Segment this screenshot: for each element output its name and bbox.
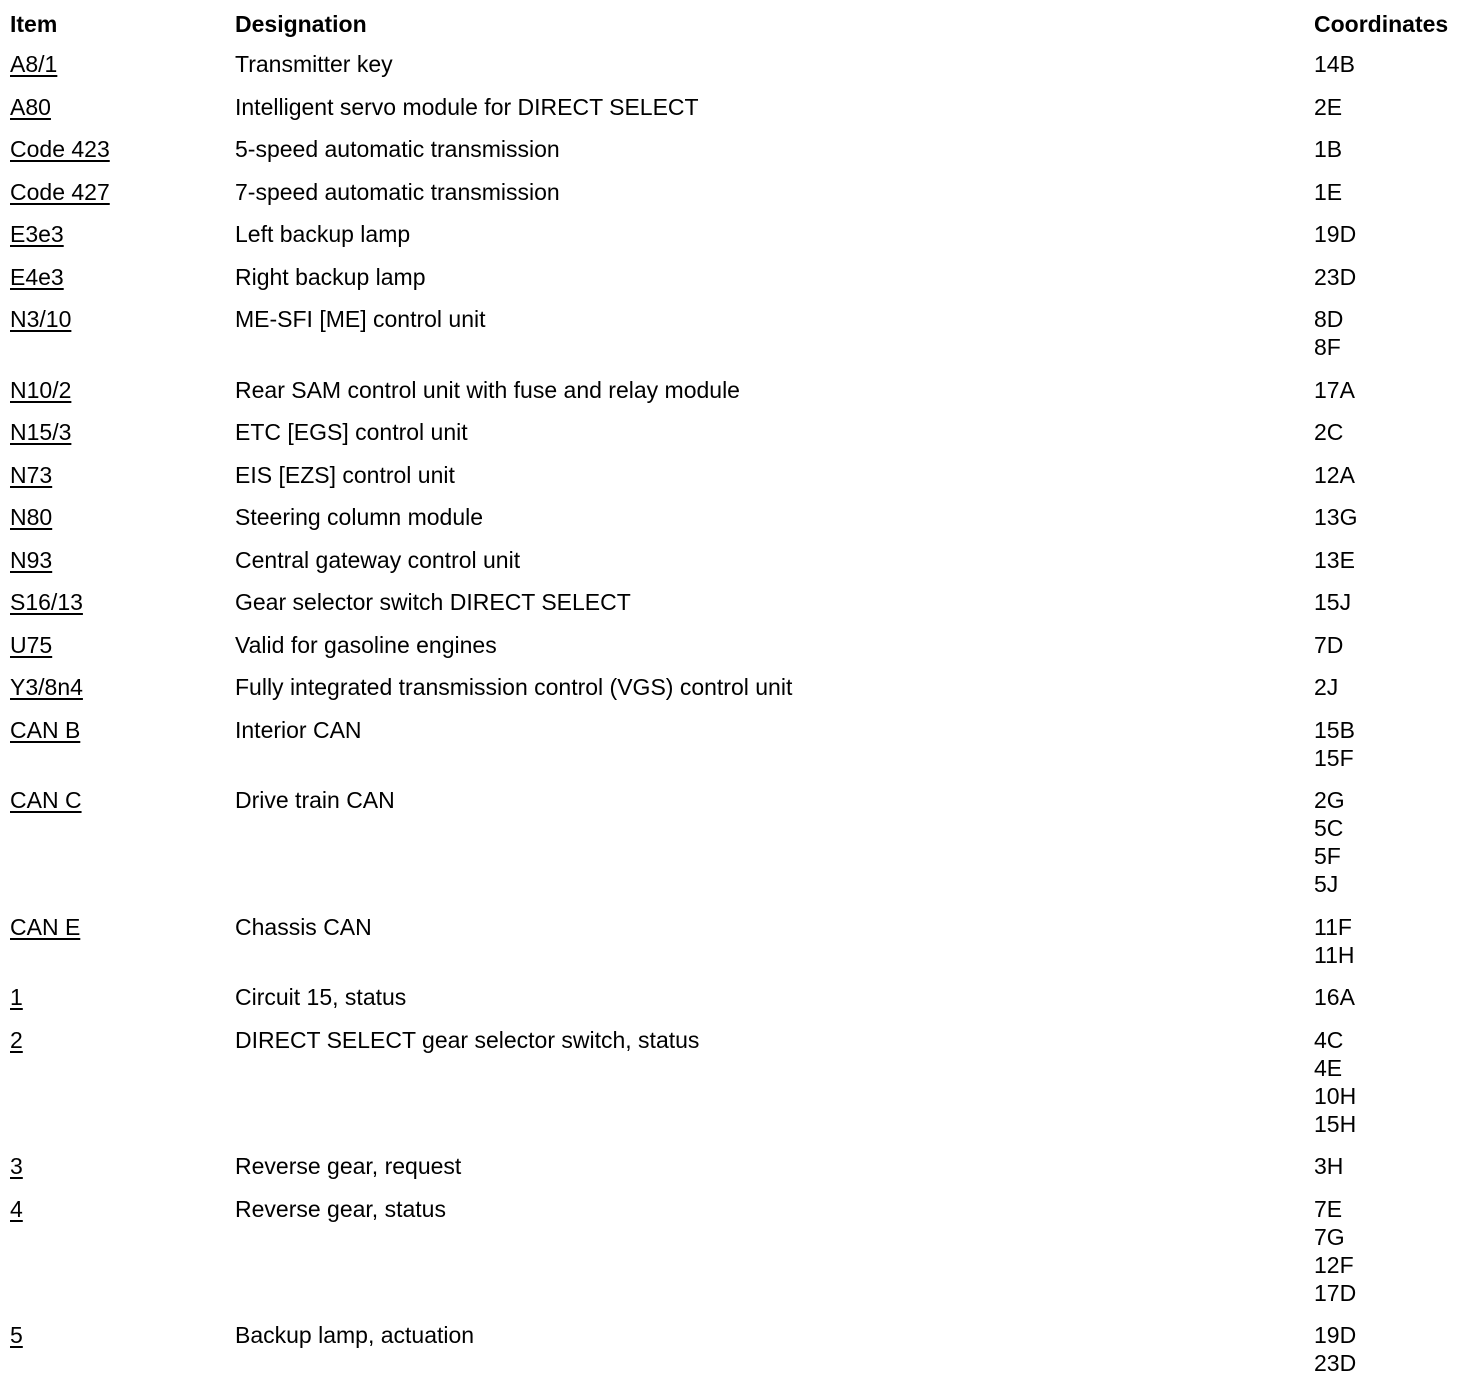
item-link[interactable]: 2: [10, 1026, 23, 1053]
designation-text: ME-SFI [ME] control unit: [235, 306, 486, 332]
coordinate-value: 8D: [1314, 306, 1344, 332]
table-row: [0, 135, 1472, 178]
coordinate-value: 23D: [1314, 1350, 1357, 1376]
coordinates-cell: [1314, 1195, 1464, 1307]
item-link[interactable]: N80: [10, 504, 53, 530]
item-link[interactable]: U75: [10, 631, 53, 658]
designation-text: 7-speed automatic transmission: [235, 178, 560, 205]
item-link[interactable]: Code 427: [10, 178, 110, 205]
coordinate-value: 11F: [1314, 913, 1352, 940]
designation-column-header: Designation: [235, 11, 367, 37]
designation-text: Reverse gear, status: [235, 1195, 446, 1222]
designation-text: Left backup lamp: [235, 221, 411, 247]
coordinates-cell: [1314, 673, 1464, 701]
table-row: [0, 1321, 1472, 1392]
designation-text: Right backup lamp: [235, 263, 426, 290]
table-row: [0, 305, 1472, 376]
table-row: [0, 50, 1472, 93]
coordinates-cell: [1314, 1026, 1464, 1138]
coordinate-value: 7E: [1314, 1195, 1343, 1222]
item-link[interactable]: 5: [10, 1322, 23, 1348]
coordinate-value: 16A: [1314, 984, 1355, 1010]
designation-text: Drive train CAN: [235, 787, 395, 813]
coordinate-value: 8F: [1314, 334, 1341, 360]
table-row: [0, 1152, 1472, 1195]
designation-text: Chassis CAN: [235, 913, 372, 940]
designation-text: Reverse gear, request: [235, 1153, 462, 1179]
coordinate-value: 17A: [1314, 376, 1355, 403]
item-link[interactable]: 4: [10, 1195, 23, 1222]
item-link[interactable]: Y3/8n4: [10, 674, 83, 700]
item-link[interactable]: N3/10: [10, 306, 72, 332]
coordinates-cell: [1314, 135, 1464, 163]
coordinates-cell: [1314, 263, 1464, 291]
table-row: [0, 263, 1472, 306]
coordinate-value: 17D: [1314, 1279, 1357, 1306]
table-row: [0, 546, 1472, 589]
table-row: [0, 631, 1472, 674]
coordinates-cell: [1314, 546, 1464, 574]
coordinates-cell: [1314, 178, 1464, 206]
coordinate-value: 7G: [1314, 1223, 1345, 1250]
item-link[interactable]: N10/2: [10, 376, 72, 403]
coordinates-cell: [1314, 983, 1464, 1011]
table-row: [0, 1195, 1472, 1322]
item-link[interactable]: E3e3: [10, 221, 64, 247]
table-row: [0, 983, 1472, 1026]
coordinate-value: 14B: [1314, 51, 1355, 77]
coordinate-value: 12A: [1314, 461, 1355, 488]
coordinate-value: 15J: [1314, 589, 1352, 615]
coordinate-value: 4E: [1314, 1054, 1343, 1081]
coordinates-cell: [1314, 1321, 1464, 1377]
coordinates-cell: [1314, 631, 1464, 659]
coordinate-value: 13E: [1314, 546, 1355, 573]
coordinate-value: 7D: [1314, 631, 1344, 658]
coordinate-value: 2G: [1314, 787, 1345, 813]
item-link[interactable]: A8/1: [10, 51, 58, 77]
coordinate-value: 19D: [1314, 1322, 1357, 1348]
designation-text: EIS [EZS] control unit: [235, 461, 455, 488]
table-row: [0, 93, 1472, 136]
coordinate-value: 3H: [1314, 1153, 1344, 1179]
coordinate-value: 1E: [1314, 178, 1343, 205]
coordinate-value: 19D: [1314, 221, 1357, 247]
table-row: [0, 588, 1472, 631]
coordinate-value: 4C: [1314, 1026, 1344, 1053]
designation-text: DIRECT SELECT gear selector switch, status: [235, 1026, 700, 1053]
item-link[interactable]: Code 423: [10, 136, 110, 162]
coordinate-value: 10H: [1314, 1082, 1357, 1109]
table-row: [0, 786, 1472, 913]
designation-text: Backup lamp, actuation: [235, 1322, 475, 1348]
table-header: [0, 8, 1472, 40]
coordinate-value: 5F: [1314, 843, 1341, 869]
coordinates-column-header: Coordinates: [1314, 11, 1449, 37]
coordinates-cell: [1314, 305, 1464, 361]
designation-text: Circuit 15, status: [235, 984, 407, 1010]
coordinates-cell: [1314, 1152, 1464, 1180]
coordinates-cell: [1314, 716, 1464, 772]
item-link[interactable]: E4e3: [10, 263, 64, 290]
designation-text: ETC [EGS] control unit: [235, 419, 468, 445]
designation-text: Gear selector switch DIRECT SELECT: [235, 589, 631, 615]
coordinate-value: 15H: [1314, 1110, 1357, 1137]
designation-text: Fully integrated transmission control (VGS) control unit: [235, 674, 793, 700]
coordinate-value: 5C: [1314, 815, 1344, 841]
coordinate-value: 2J: [1314, 674, 1339, 700]
item-link[interactable]: S16/13: [10, 589, 83, 615]
coordinates-cell: [1314, 786, 1464, 898]
designation-text: Intelligent servo module for DIRECT SELECT: [235, 93, 699, 120]
coordinate-value: 13G: [1314, 504, 1358, 530]
table-row: [0, 376, 1472, 419]
item-link[interactable]: CAN C: [10, 787, 82, 813]
coordinates-cell: [1314, 461, 1464, 489]
table-row: [0, 503, 1472, 546]
table-row: [0, 220, 1472, 263]
coordinates-cell: [1314, 913, 1464, 969]
coordinate-value: 23D: [1314, 263, 1357, 290]
designation-text: Rear SAM control unit with fuse and relay module: [235, 376, 740, 403]
coordinate-value: 15F: [1314, 744, 1354, 771]
coordinates-cell: [1314, 220, 1464, 248]
coordinate-value: 1B: [1314, 136, 1343, 162]
item-link[interactable]: A80: [10, 93, 51, 120]
item-link[interactable]: N93: [10, 546, 53, 573]
table-row: [0, 913, 1472, 984]
designation-text: Transmitter key: [235, 51, 393, 77]
item-link[interactable]: N73: [10, 461, 53, 488]
coordinate-value: 5J: [1314, 871, 1339, 897]
coordinates-cell: [1314, 93, 1464, 121]
coordinates-cell: [1314, 376, 1464, 404]
coordinates-cell: [1314, 418, 1464, 446]
item-link[interactable]: 3: [10, 1153, 23, 1179]
coordinate-value: 2C: [1314, 419, 1344, 445]
designation-text: Central gateway control unit: [235, 546, 521, 573]
designation-text: Interior CAN: [235, 716, 362, 743]
coordinates-cell: [1314, 588, 1464, 616]
item-column-header: Item: [10, 11, 58, 37]
coordinate-value: 15B: [1314, 716, 1355, 743]
table-body: [0, 50, 1472, 1392]
table-row: [0, 716, 1472, 787]
item-link[interactable]: CAN B: [10, 716, 81, 743]
coordinates-cell: [1314, 503, 1464, 531]
item-link[interactable]: N15/3: [10, 419, 72, 445]
designation-text: 5-speed automatic transmission: [235, 136, 560, 162]
coordinate-value: 11H: [1314, 941, 1355, 968]
table-row: [0, 178, 1472, 221]
item-link[interactable]: 1: [10, 984, 23, 1010]
table-row: [0, 1026, 1472, 1153]
table-row: [0, 418, 1472, 461]
table-row: [0, 673, 1472, 716]
item-link[interactable]: CAN E: [10, 913, 81, 940]
coordinate-value: 12F: [1314, 1251, 1354, 1278]
coordinates-cell: [1314, 50, 1464, 78]
table-row: [0, 461, 1472, 504]
coordinate-value: 2E: [1314, 93, 1343, 120]
designation-text: Steering column module: [235, 504, 484, 530]
designation-text: Valid for gasoline engines: [235, 631, 497, 658]
